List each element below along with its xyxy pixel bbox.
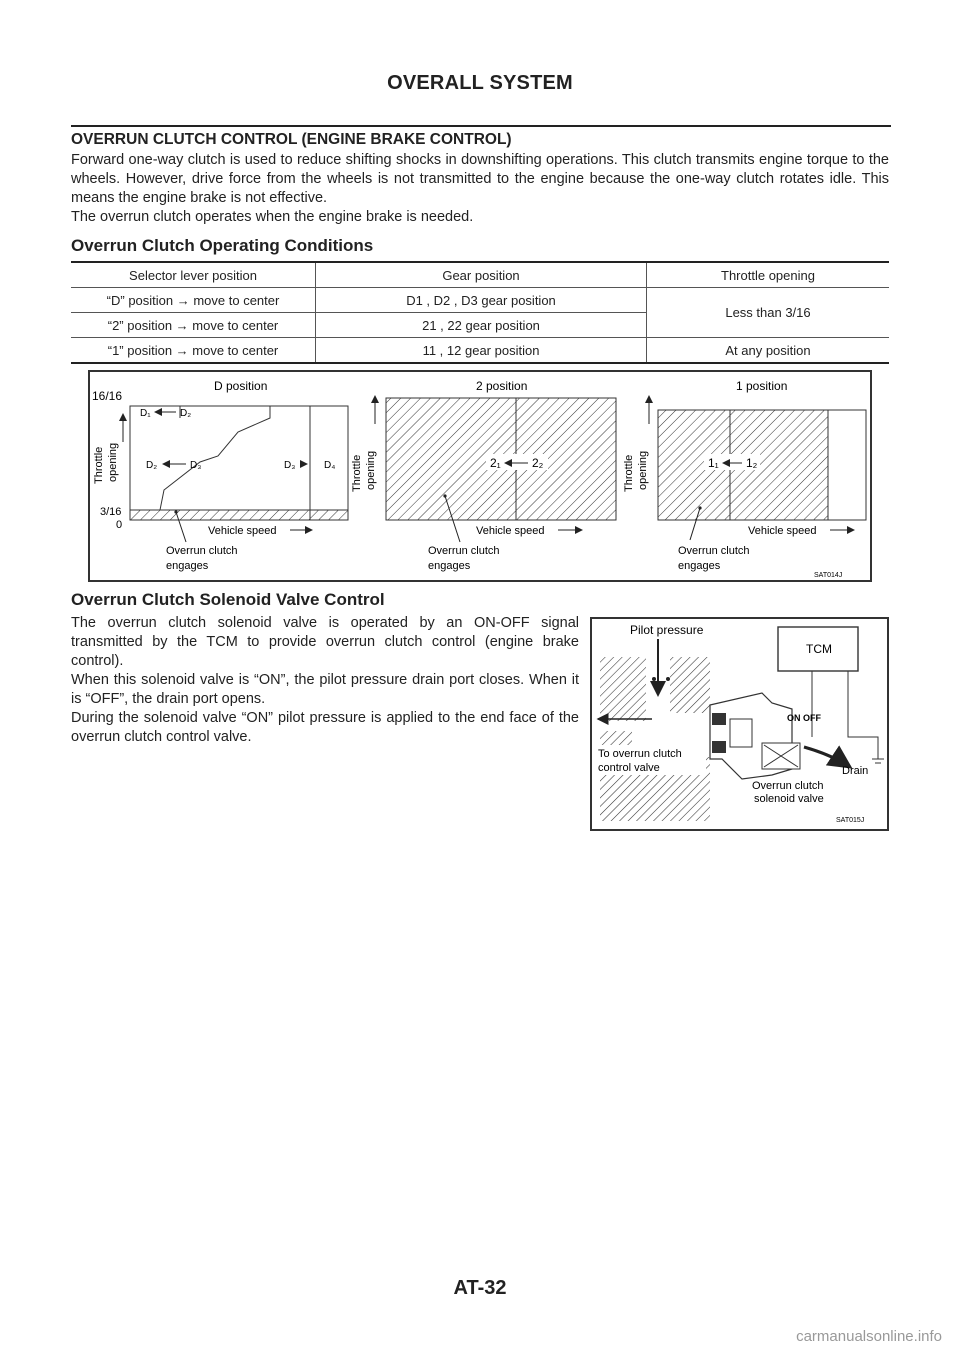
one1-label: 1₁ bbox=[708, 456, 719, 470]
d-position-title: D position bbox=[214, 379, 268, 393]
d-overrun-zone bbox=[130, 510, 348, 520]
solenoid-figure bbox=[590, 617, 889, 831]
svg-text:opening: opening bbox=[365, 450, 377, 490]
shift-pattern-figure bbox=[88, 370, 872, 582]
svg-text:opening: opening bbox=[637, 450, 649, 490]
d3b-label: D₃ bbox=[284, 460, 296, 471]
d-overrun-label-2: engages bbox=[166, 560, 209, 572]
header-throttle: Throttle opening bbox=[647, 262, 890, 288]
header-selector: Selector lever position bbox=[71, 262, 316, 288]
shift-pattern-diagram bbox=[90, 372, 870, 580]
selector-cell: “D” position → move to center bbox=[71, 288, 316, 313]
selector-cell: “2” position → move to center bbox=[71, 313, 316, 338]
two2-label: 2₂ bbox=[532, 456, 544, 470]
on-off-label: ON OFF bbox=[787, 713, 821, 723]
one-throttle-axis-label bbox=[623, 451, 649, 492]
one-vehicle-speed: Vehicle speed bbox=[748, 525, 817, 537]
solenoid-label-1: Overrun clutch bbox=[752, 780, 824, 792]
selector-cell: “1” position → move to center bbox=[71, 338, 316, 364]
section-title: OVERRUN CLUTCH CONTROL (ENGINE BRAKE CONTROL) bbox=[71, 125, 891, 149]
d-vehicle-speed: Vehicle speed bbox=[208, 525, 277, 537]
d-chart-frame bbox=[130, 406, 348, 520]
one2-label: 1₂ bbox=[746, 456, 758, 470]
two-position-title: 2 position bbox=[476, 379, 528, 393]
two-overrun-label-2: engages bbox=[428, 560, 471, 572]
solenoid-label-2: solenoid valve bbox=[754, 793, 824, 805]
intro-paragraph-2: The overrun clutch operates when the engine brake is needed. bbox=[71, 209, 474, 225]
two-overrun-label-1: Overrun clutch bbox=[428, 545, 500, 557]
solenoid-diagram bbox=[592, 619, 887, 829]
d-overrun-label-1: Overrun clutch bbox=[166, 545, 238, 557]
d1-label: D₁ bbox=[140, 408, 151, 419]
intro-paragraph-1: Forward one-way clutch is used to reduce shifting shocks in downshifting operations. This clutch transmits engine torque to the wheels. However, drive force from the wheels is not transmitted to the engine because the one-way clutch rotates idle. This means the engine brake is not effective. bbox=[71, 152, 889, 206]
d3-label: D₃ bbox=[190, 460, 202, 471]
pilot-pressure-label: Pilot pressure bbox=[630, 623, 704, 637]
drain-label: Drain bbox=[842, 765, 869, 777]
d4-label: D₄ bbox=[324, 460, 336, 471]
solenoid-paragraph-1: The overrun clutch solenoid valve is operated by an ON-OFF signal transmitted by the TCM to provide overrun clutch control (engine brake control). bbox=[71, 615, 579, 669]
d-shift-line-1 bbox=[160, 406, 270, 510]
gear-cell: D1 , D2 , D3 gear position bbox=[316, 288, 647, 313]
y-16-16-label: 16/16 bbox=[92, 389, 123, 403]
gear-cell: 21 , 22 gear position bbox=[316, 313, 647, 338]
conditions-title: Overrun Clutch Operating Conditions bbox=[71, 236, 374, 255]
page-number: AT-32 bbox=[453, 1277, 507, 1299]
throttle-cell: At any position bbox=[647, 338, 890, 364]
intro-text bbox=[71, 151, 889, 227]
one-overrun-label-1: Overrun clutch bbox=[678, 545, 750, 557]
table-row bbox=[71, 288, 889, 313]
two-vehicle-speed: Vehicle speed bbox=[476, 525, 545, 537]
throttle-cell: Less than 3/16 bbox=[647, 288, 890, 338]
drain-arrow bbox=[804, 747, 850, 767]
table-row bbox=[71, 338, 889, 364]
to-overrun-label-1: To overrun clutch bbox=[598, 748, 682, 760]
two-throttle-axis-label bbox=[351, 451, 377, 492]
gear-cell: 11 , 12 gear position bbox=[316, 338, 647, 364]
solenoid-title: Overrun Clutch Solenoid Valve Control bbox=[71, 590, 385, 609]
two1-label: 2₁ bbox=[490, 456, 501, 470]
d2-label: D₂ bbox=[180, 408, 192, 419]
watermark: carmanualsonline.info bbox=[796, 1328, 942, 1345]
solenoid-text bbox=[71, 614, 579, 747]
y-0-label: 0 bbox=[116, 519, 123, 531]
header-gear: Gear position bbox=[316, 262, 647, 288]
d-throttle-axis-label bbox=[93, 443, 119, 484]
figure2-code: SAT015J bbox=[836, 817, 865, 824]
solenoid-paragraph-3: During the solenoid valve “ON” pilot pressure is applied to the end face of the overrun clutch control valve. bbox=[71, 710, 579, 745]
solenoid-paragraph-2: When this solenoid valve is “ON”, the pilot pressure drain port closes. When it is “OFF”, the drain port opens. bbox=[71, 672, 579, 707]
svg-text:Throttle: Throttle bbox=[93, 446, 105, 484]
table-header-row bbox=[71, 262, 889, 288]
y-3-16-label: 3/16 bbox=[100, 506, 122, 518]
svg-text:Throttle: Throttle bbox=[623, 454, 635, 492]
svg-text:opening: opening bbox=[107, 442, 119, 482]
tcm-label: TCM bbox=[806, 642, 832, 656]
figure1-code: SAT014J bbox=[814, 572, 843, 579]
d2b-label: D₂ bbox=[146, 460, 158, 471]
to-overrun-label-2: control valve bbox=[598, 762, 660, 774]
one-overrun-label-2: engages bbox=[678, 560, 721, 572]
valve-body-right-upper bbox=[670, 657, 710, 713]
conditions-table bbox=[71, 261, 889, 364]
one-position-title: 1 position bbox=[736, 379, 788, 393]
valve-body-left-upper bbox=[600, 657, 646, 721]
svg-text:Throttle: Throttle bbox=[351, 454, 363, 492]
page-header: OVERALL SYSTEM bbox=[387, 72, 573, 94]
